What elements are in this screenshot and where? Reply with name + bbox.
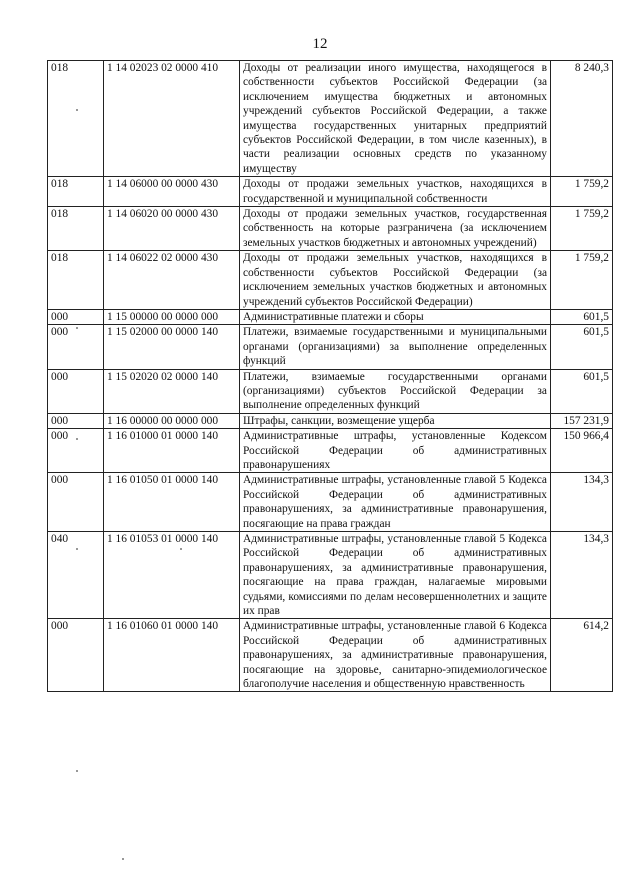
admin-code-cell: 018 bbox=[48, 251, 104, 310]
admin-code-cell: 000 bbox=[48, 473, 104, 532]
table-row bbox=[48, 413, 613, 428]
admin-code-cell: 000 bbox=[48, 413, 104, 428]
amount-cell: 601,5 bbox=[551, 369, 613, 413]
table-row bbox=[48, 177, 613, 207]
scan-speck bbox=[76, 438, 78, 440]
revenue-name-cell: Административные штрафы, установленные главой 5 Кодекса Российской Федерации об административных правонарушениях, за административные правонарушения, посягающие на права граждан, налагаемые мировыми судьями, комиссиями по делам несовершеннолетних и защите их прав bbox=[240, 532, 551, 619]
budget-code-cell: 1 16 01060 01 0000 140 bbox=[104, 619, 240, 692]
revenue-name-cell: Административные штрафы, установленные главой 6 Кодекса Российской Федерации об административных правонарушениях, за административные правонарушения, посягающие на здоровье, санитарно-эпидемиологическое благополучие населения и общественную нравственность bbox=[240, 619, 551, 692]
amount-cell: 614,2 bbox=[551, 619, 613, 692]
revenue-name-cell: Платежи, взимаемые государственными и муниципальными органами (организациями) за выполнение определенных функций bbox=[240, 325, 551, 369]
table-row bbox=[48, 369, 613, 413]
admin-code-cell: 018 bbox=[48, 177, 104, 207]
table-row bbox=[48, 309, 613, 324]
revenue-name-cell: Доходы от продажи земельных участков, находящихся в собственности субъектов Российской Федерации (за исключением земельных участков бюджетных и автономных учреждений субъектов Российской Федерации) bbox=[240, 251, 551, 310]
table-row bbox=[48, 619, 613, 692]
admin-code-cell: 018 bbox=[48, 207, 104, 251]
budget-code-cell: 1 16 00000 00 0000 000 bbox=[104, 413, 240, 428]
amount-cell: 157 231,9 bbox=[551, 413, 613, 428]
budget-code-cell: 1 14 06000 00 0000 430 bbox=[104, 177, 240, 207]
amount-cell: 134,3 bbox=[551, 532, 613, 619]
scan-speck bbox=[76, 770, 78, 772]
revenue-name-cell: Доходы от реализации иного имущества, находящегося в собственности субъектов Российской Федерации (за исключением имущества бюджетных и автономных учреждений субъектов Российской Федерации, а также имущества государственных унитарных предприятий субъектов Российской Федерации, в том числе казенных), в части реализации основных средств по указанному имуществу bbox=[240, 61, 551, 177]
admin-code-cell: 000 bbox=[48, 325, 104, 369]
revenue-name-cell: Платежи, взимаемые государственными органами (организациями) субъектов Российской Федерации за выполнение определенных функций bbox=[240, 369, 551, 413]
table-row bbox=[48, 61, 613, 177]
admin-code-cell: 040 bbox=[48, 532, 104, 619]
admin-code-cell: 000 bbox=[48, 369, 104, 413]
revenue-name-cell: Доходы от продажи земельных участков, государственная собственность на которые разграничена (за исключением земельных участков бюджетных и автономных учреждений) bbox=[240, 207, 551, 251]
budget-code-cell: 1 16 01053 01 0000 140 bbox=[104, 532, 240, 619]
admin-code-cell: 000 bbox=[48, 619, 104, 692]
amount-cell: 601,5 bbox=[551, 309, 613, 324]
amount-cell: 1 759,2 bbox=[551, 177, 613, 207]
budget-code-cell: 1 16 01050 01 0000 140 bbox=[104, 473, 240, 532]
revenue-table bbox=[47, 60, 613, 692]
table-row bbox=[48, 207, 613, 251]
amount-cell: 150 966,4 bbox=[551, 429, 613, 473]
budget-code-cell: 1 14 06020 00 0000 430 bbox=[104, 207, 240, 251]
budget-code-cell: 1 15 00000 00 0000 000 bbox=[104, 309, 240, 324]
budget-code-cell: 1 14 06022 02 0000 430 bbox=[104, 251, 240, 310]
revenue-name-cell: Административные штрафы, установленные главой 5 Кодекса Российской Федерации об административных правонарушениях, за административные правонарушения, посягающие на права граждан bbox=[240, 473, 551, 532]
revenue-name-cell: Административные штрафы, установленные Кодексом Российской Федерации об административных правонарушениях bbox=[240, 429, 551, 473]
revenue-table-body bbox=[48, 61, 613, 692]
table-row bbox=[48, 532, 613, 619]
amount-cell: 601,5 bbox=[551, 325, 613, 369]
revenue-name-cell: Административные платежи и сборы bbox=[240, 309, 551, 324]
table-row bbox=[48, 429, 613, 473]
amount-cell: 134,3 bbox=[551, 473, 613, 532]
table-row bbox=[48, 473, 613, 532]
revenue-name-cell: Штрафы, санкции, возмещение ущерба bbox=[240, 413, 551, 428]
scan-speck bbox=[122, 858, 124, 860]
scan-speck bbox=[76, 327, 78, 329]
amount-cell: 8 240,3 bbox=[551, 61, 613, 177]
budget-code-cell: 1 15 02020 02 0000 140 bbox=[104, 369, 240, 413]
scan-speck bbox=[76, 109, 78, 111]
budget-code-cell: 1 15 02000 00 0000 140 bbox=[104, 325, 240, 369]
amount-cell: 1 759,2 bbox=[551, 251, 613, 310]
scan-speck bbox=[76, 548, 78, 550]
table-row bbox=[48, 325, 613, 369]
amount-cell: 1 759,2 bbox=[551, 207, 613, 251]
admin-code-cell: 000 bbox=[48, 429, 104, 473]
admin-code-cell: 018 bbox=[48, 61, 104, 177]
scan-speck bbox=[180, 548, 182, 550]
revenue-name-cell: Доходы от продажи земельных участков, находящихся в государственной и муниципальной собственности bbox=[240, 177, 551, 207]
admin-code-cell: 000 bbox=[48, 309, 104, 324]
budget-code-cell: 1 16 01000 01 0000 140 bbox=[104, 429, 240, 473]
table-row bbox=[48, 251, 613, 310]
page-number: 12 bbox=[312, 36, 328, 52]
budget-code-cell: 1 14 02023 02 0000 410 bbox=[104, 61, 240, 177]
